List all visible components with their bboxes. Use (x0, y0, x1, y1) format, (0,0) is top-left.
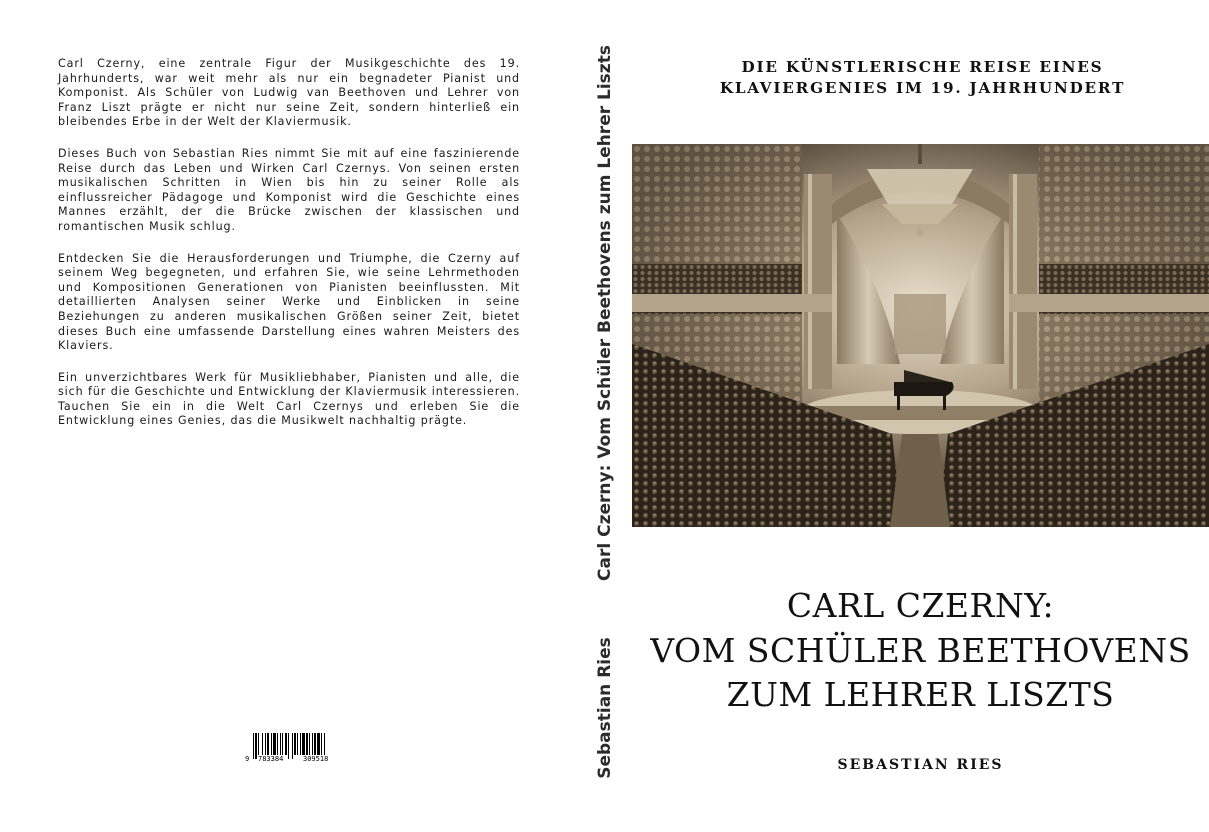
back-cover-blurb (58, 57, 520, 446)
subtitle-line-1: DIE KÜNSTLERISCHE REISE EINES (741, 58, 1104, 76)
blurb-paragraph-4: Ein unverzichtbares Werk für Musikliebhaber, Pianisten und alle, die sich für die Geschichte und Entwicklung der Klaviermusik interessieren. Tauchen Sie ein in die Welt Carl Czernys und erleben Sie die Entwicklung eines Genies, das die Musikwelt nachhaltig prägte. (58, 370, 520, 428)
cover-author: SEBASTIAN RIES (837, 757, 1004, 773)
subtitle-line-2: KLAVIERGENIES IM 19. JAHRHUNDERT (719, 78, 1126, 97)
cover-title (632, 584, 1209, 718)
barcode-digit-first: 9 (245, 755, 250, 763)
barcode-digits-left: 783384 (258, 755, 284, 763)
title-line-3: ZUM LEHRER LISZTS (726, 675, 1115, 714)
blurb-paragraph-1: Carl Czerny, eine zentrale Figur der Musikgeschichte des 19. Jahrhunderts, war weit mehr als nur ein begnadeter Pianist und Komponist. Als Schüler von Ludwig van Beethoven und Lehrer von Franz Liszt prägte er nicht nur seine Zeit, sondern hinterließ ein bleibendes Erbe in der Welt der Klaviermusik. (58, 57, 520, 129)
cover-subtitle (650, 57, 1195, 98)
title-line-2: VOM SCHÜLER BEETHOVENS (650, 630, 1191, 670)
barcode-digits-right: 309518 (303, 755, 329, 763)
barcode-digits (245, 755, 348, 765)
title-line-1: CARL CZERNY: (786, 586, 1055, 625)
blurb-paragraph-3: Entdecken Sie die Herausforderungen und Triumphe, die Czerny auf seinem Weg begegneten, und erfahren Sie, wie seine Lehrmethoden und Kompositionen Generationen von Pianisten beeinflussten. Mit detaillierten Analysen seiner Werke und Einblicken in seine Beziehungen zu anderen musikalischen Größen seiner Zeit, bietet dieses Buch eine umfassende Darstellung eines wahren Meisters des Klaviers. (58, 251, 520, 353)
concert-hall-grand-piano-image (632, 144, 1209, 527)
isbn-barcode (245, 733, 348, 767)
blurb-paragraph-2: Dieses Buch von Sebastian Ries nimmt Sie mit auf eine faszinierende Reise durch das Leben und Wirken Carl Czernys. Von seinen ersten musikalischen Schritten in Wien bis hin zu seiner Rolle als einflussreicher Pädagoge und Komponist wird die Geschichte eines Mannes erzählt, der die Brücke zwischen der klassischen und romantischen Musik schlug. (58, 146, 520, 233)
spine-author: Sebastian Ries (595, 637, 615, 779)
spine-title: Carl Czerny: Vom Schüler Beethovens zum Lehrer Liszts (595, 45, 615, 581)
concert-hall-image (632, 144, 1209, 527)
